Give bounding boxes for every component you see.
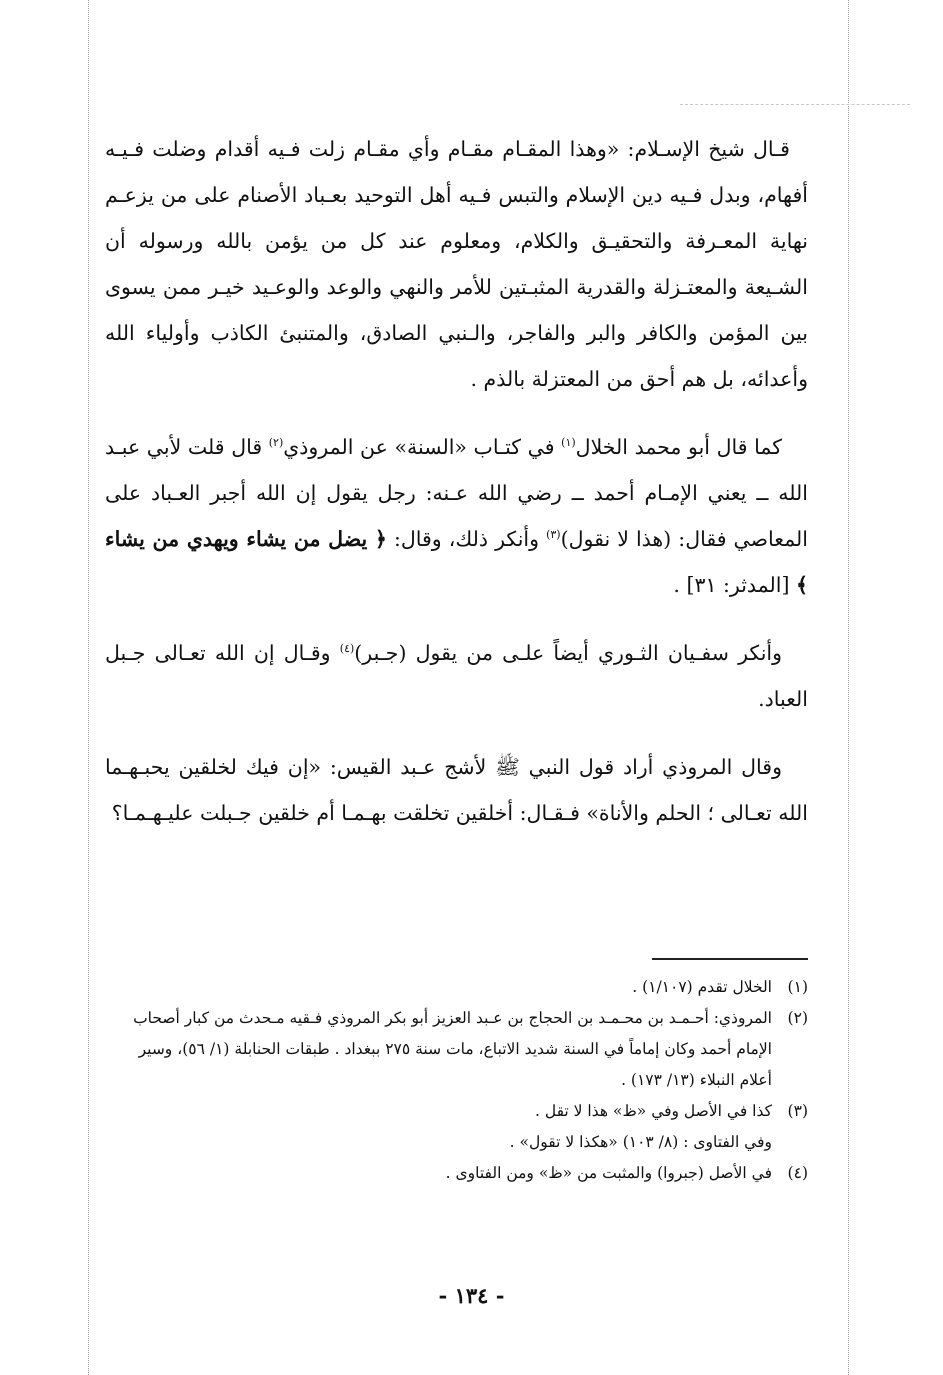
- p2-text-e: [المدثر: ٣١] .: [673, 573, 796, 597]
- footnote-number: (١): [787, 978, 808, 996]
- quran-verse: ﴿ يضل من يشاء ويهدي من يشاء ﴾: [105, 527, 808, 597]
- footnote-4: [105, 1158, 808, 1189]
- p3-text-a: وأنكر سفـيان الثـوري أيضاً علـى من يقول (جـبر): [354, 641, 783, 665]
- footnote-ref-2: (٢): [268, 436, 284, 450]
- page-number: - ١٣٤ -: [438, 1283, 505, 1308]
- p2-text-c: قال قلت لأبي عبـد الله ــ يعني الإمـام أحمد ــ رضي الله عـنه: رجل يقول إن الله أجبر العـباد على المعاصي فقال: (هذا لا نقول): [105, 435, 808, 551]
- footnote-ref-3: (٣): [546, 528, 561, 542]
- footnote-3-continued: [105, 1127, 808, 1158]
- footnote-number: (٣): [787, 1102, 808, 1120]
- p2-text-a: كما قال أبو محمد الخلال: [575, 435, 782, 459]
- footnote-text: الخلال تقدم (١/١٠٧) .: [632, 978, 772, 996]
- footnote-text: في الأصل (جبروا) والمثبت من «ظ» ومن الفتاوى .: [445, 1164, 772, 1182]
- footnote-separator: [652, 958, 808, 960]
- footnote-number: (٤): [787, 1164, 808, 1182]
- p2-text-b: في كتـاب «السنة» عن المروذي: [283, 435, 562, 459]
- footnotes: [105, 972, 808, 1189]
- p3-text-b: وقـال إن الله تعـالى جـبل العباد.: [105, 641, 808, 711]
- scan-edge-left: [88, 0, 89, 1375]
- paragraph-4: وقال المروذي أراد قول النبي ﷺ لأشج عـبد القيس: «إن فيك لخلقين يحبـهـما الله تعـالى ؛ الحلم والأناة» فـقـال: أخلقين تخلقت بهـمـا أم خلقين جـبلت عليـهـمـا؟: [105, 755, 808, 825]
- footnote-3: [105, 1096, 808, 1127]
- footnote-number: (٢): [787, 1009, 808, 1027]
- main-text: [105, 126, 808, 858]
- paragraph-3: [105, 630, 808, 722]
- footnote-text: كذا في الأصل وفي «ظ» هذا لا تقل .: [534, 1102, 772, 1120]
- footnote-2: [105, 1003, 808, 1096]
- paragraph-1: قـال شيخ الإسـلام: «وهذا المقـام مقـام وأي مقـام زلت فـيه أقدام وضلت فـيـه أفهام، وبدل فـيه دين الإسلام والتبس فـيه أهل التوحيد بعـباد الأصنام على من يزعـم نهاية المعـرفة والتحقيـق والكلام، ومعلوم عند كل من يؤمن بالله ورسوله أن الشـيعة والمعتـزلة والقدرية المثبـتين للأمر والنهي والوعد والوعـيد خيـر ممن يسوى بين المؤمن والكافر والبر والفاجر، والـنبي الصادق، والمتنبئ الكاذب وأولياء الله وأعدائه، بل هم أحق من المعتزلة بالذم .: [105, 137, 808, 391]
- footnote-ref-4: (٤): [339, 642, 355, 656]
- footnote-text: المروذي: أحـمـد بن محـمـد بن الحجاج بن عـبد العزيز أبو بكر المروذي فـقيه مـحدث من كبار أصحاب الإمام أحمد وكان إماماً في السنة شديد الاتباع، مات سنة ٢٧٥ ببغداد . طبقات الحنابلة (١/ ٥٦)، وسير أعلام النبلاء (١٣/ ١٧٣) .: [133, 1009, 772, 1089]
- footnote-ref-1: (١): [561, 436, 576, 450]
- scan-edge-right: [848, 0, 849, 1375]
- footnote-text: وفي الفتاوى : (٨/ ١٠٣) «هكذا لا تقول» .: [509, 1133, 772, 1151]
- p2-text-d: وأنكر ذلك، وقال:: [386, 527, 547, 551]
- paragraph-2: [105, 424, 808, 608]
- scan-mark: [680, 104, 910, 105]
- footnote-1: [105, 972, 808, 1003]
